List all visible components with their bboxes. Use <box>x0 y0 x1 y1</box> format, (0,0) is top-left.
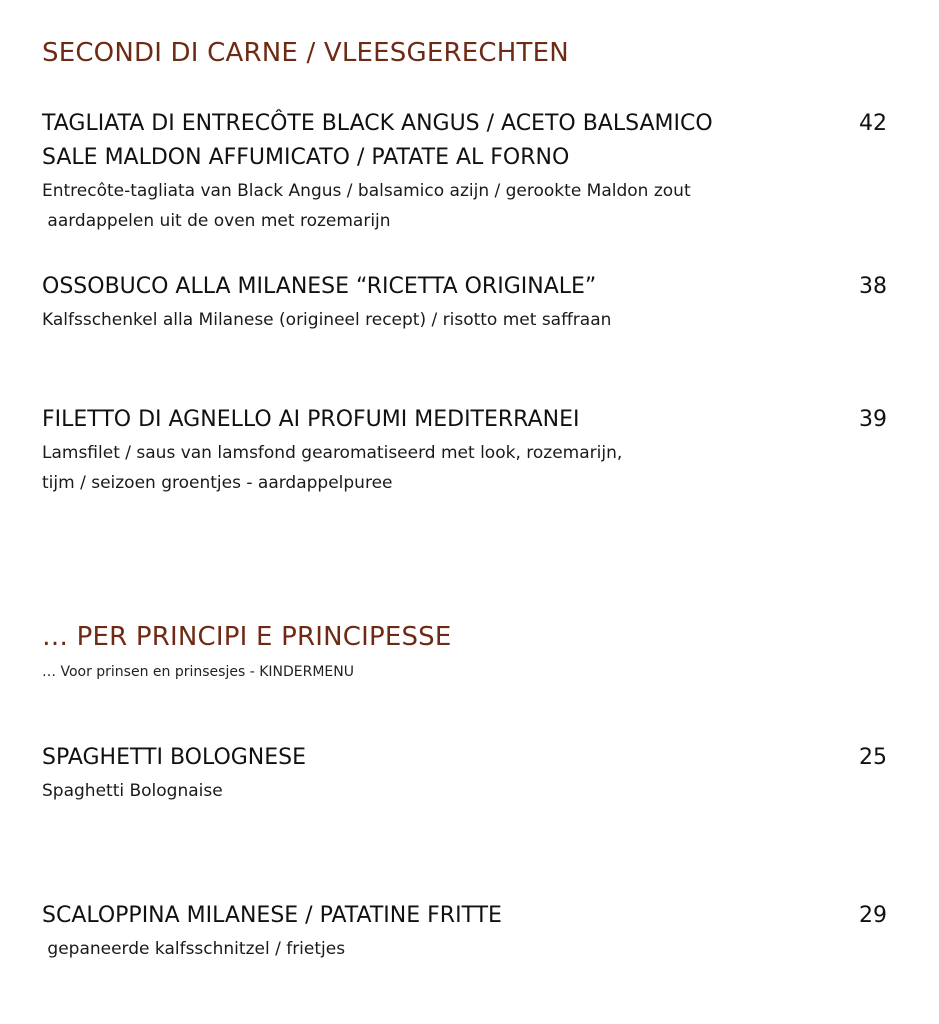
price-ossobuco: 38 <box>859 274 887 299</box>
dish-desc-tagliata-line1: Entrecôte-tagliata van Black Angus / balsamico azijn / gerookte Maldon zout <box>42 181 691 201</box>
price-scaloppina: 29 <box>859 903 887 928</box>
dish-title-tagliata-line2: SALE MALDON AFFUMICATO / PATATE AL FORNO <box>42 145 570 170</box>
dish-title-spaghetti: SPAGHETTI BOLOGNESE <box>42 745 307 770</box>
section-subtitle-kindermenu: … Voor prinsen en prinsesjes - KINDERMENU <box>42 664 354 680</box>
dish-desc-scaloppina: gepaneerde kalfsschnitzel / frietjes <box>42 939 346 959</box>
dish-title-ossobuco: OSSOBUCO ALLA MILANESE “RICETTA ORIGINALE” <box>42 274 597 299</box>
dish-desc-ossobuco: Kalfsschenkel alla Milanese (origineel recept) / risotto met saffraan <box>42 310 612 330</box>
dish-title-scaloppina: SCALOPPINA MILANESE / PATATINE FRITTE <box>42 903 502 928</box>
price-filetto: 39 <box>859 407 887 432</box>
dish-desc-spaghetti: Spaghetti Bolognaise <box>42 781 223 801</box>
dish-desc-tagliata-line2: aardappelen uit de oven met rozemarijn <box>42 211 391 231</box>
dish-title-filetto: FILETTO DI AGNELLO AI PROFUMI MEDITERRANEI <box>42 407 580 432</box>
price-tagliata: 42 <box>859 111 887 136</box>
price-spaghetti: 25 <box>859 745 887 770</box>
section-title-principi: … PER PRINCIPI E PRINCIPESSE <box>42 622 452 652</box>
dish-title-tagliata-line1: TAGLIATA DI ENTRECÔTE BLACK ANGUS / ACETO BALSAMICO <box>42 111 713 136</box>
dish-desc-filetto-line1: Lamsfilet / saus van lamsfond gearomatiseerd met look, rozemarijn, <box>42 443 623 463</box>
dish-desc-filetto-line2: tijm / seizoen groentjes - aardappelpuree <box>42 473 393 493</box>
section-title-secondi: SECONDI DI CARNE / VLEESGERECHTEN <box>42 38 569 68</box>
